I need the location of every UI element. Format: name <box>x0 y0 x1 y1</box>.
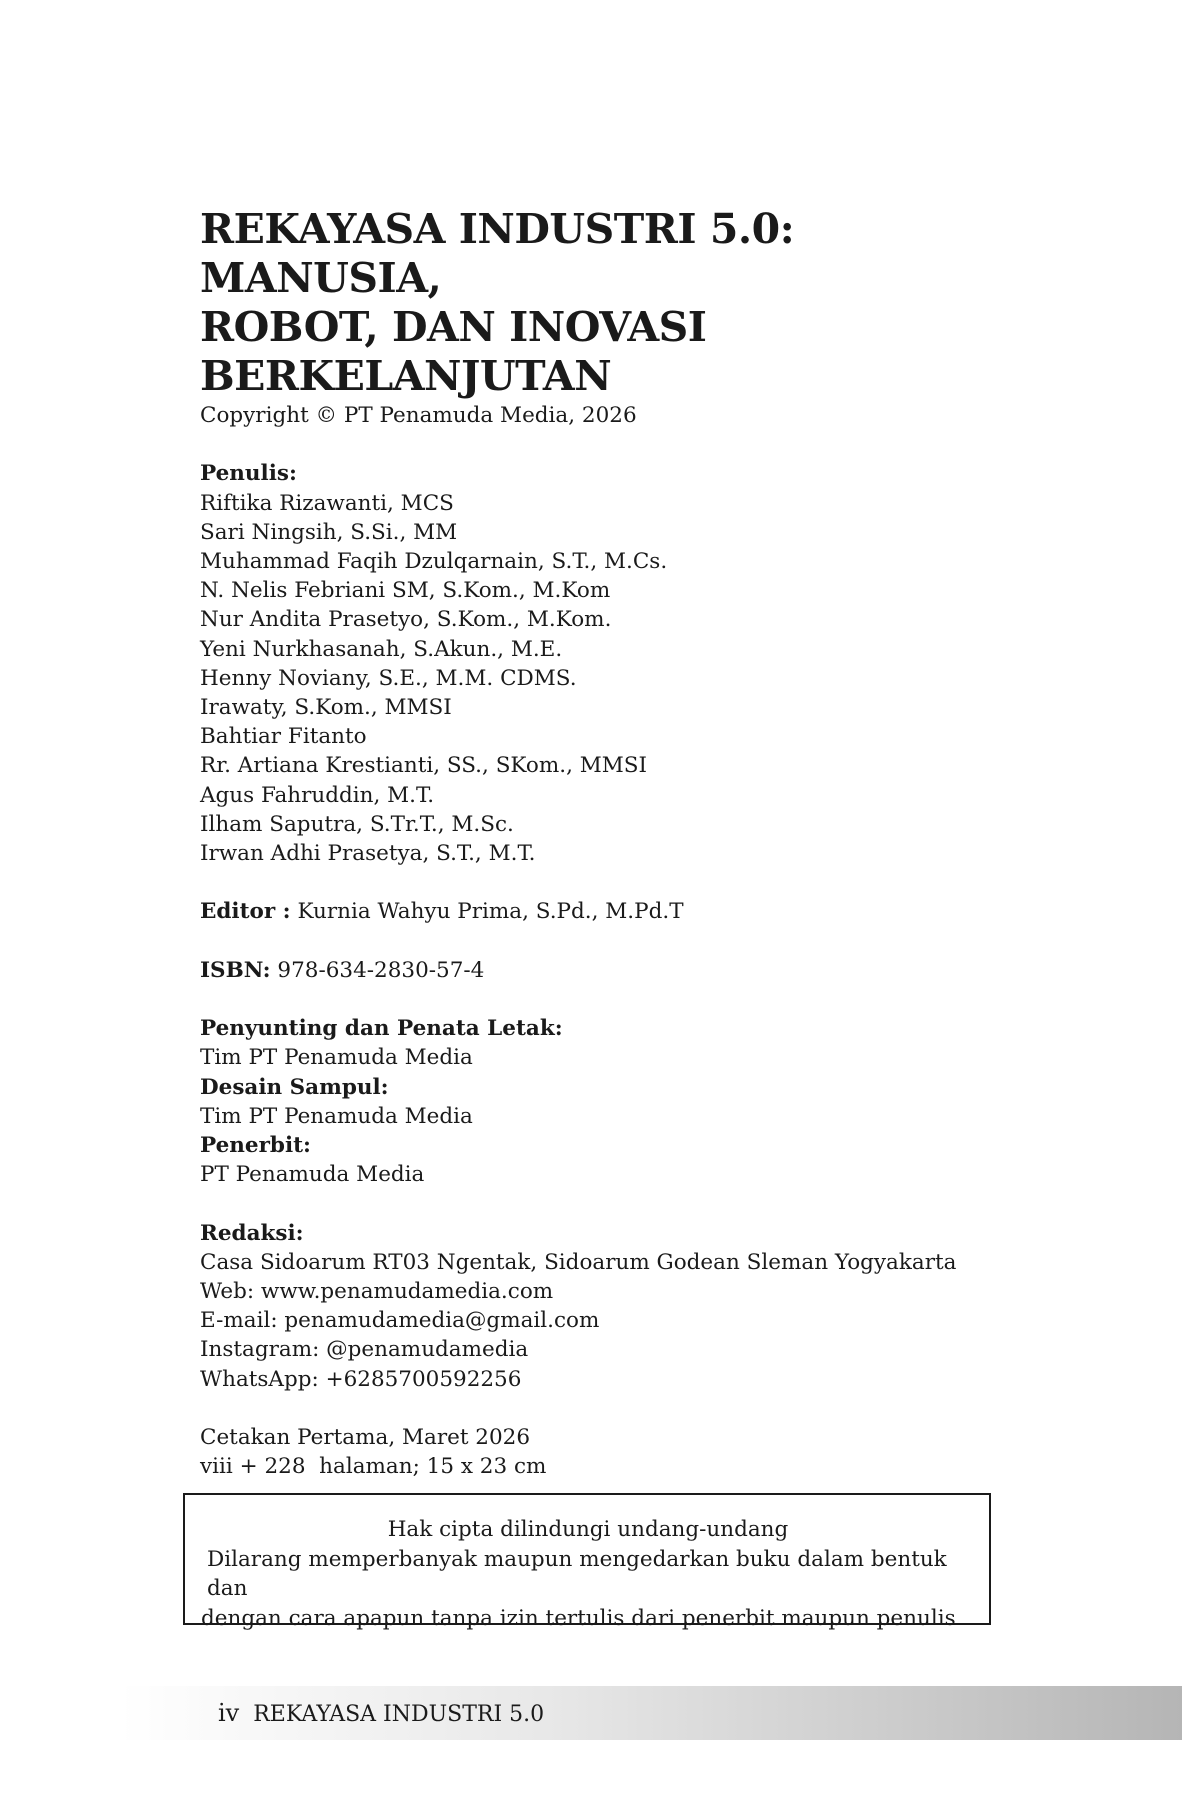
author-name: N. Nelis Febriani SM, S.Kom., M.Kom <box>200 578 611 604</box>
running-title: REKAYASA INDUSTRI 5.0 <box>253 1702 545 1727</box>
author-name: Nur Andita Prasetyo, S.Kom., M.Kom. <box>200 607 612 633</box>
editor-label: Editor : <box>200 899 291 925</box>
editor-name: Kurnia Wahyu Prima, S.Pd., M.Pd.T <box>290 899 684 925</box>
editor-line <box>200 897 1020 926</box>
book-title-line: BERKELANJUTAN <box>200 352 612 400</box>
author-name: Ilham Saputra, S.Tr.T., M.Sc. <box>200 811 514 837</box>
author-name: Bahtiar Fitanto <box>200 724 367 750</box>
author-name: Agus Fahruddin, M.T. <box>200 782 435 808</box>
publisher-label: Penerbit: <box>200 1133 311 1159</box>
copyright-notice: Copyright © PT Penamuda Media, 2026 <box>200 403 637 428</box>
author-name: Muhammad Faqih Dzulqarnain, S.T., M.Cs. <box>200 549 668 574</box>
author-name: Henny Noviany, S.E., M.M. CDMS. <box>200 665 577 691</box>
layout-credit-value: Tim PT Penamuda Media <box>200 1045 473 1071</box>
page-footer <box>218 1696 544 1732</box>
printing-edition: Cetakan Pertama, Maret 2026 <box>200 1425 531 1451</box>
publisher-value: PT Penamuda Media <box>200 1162 425 1188</box>
warning-line: dengan cara apapun tanpa izin tertulis dari penerbit maupun penulis <box>201 1605 956 1631</box>
author-name: Irawaty, S.Kom., MMSI <box>200 695 452 721</box>
author-name: Rr. Artiana Krestianti, SS., SKom., MMSI <box>200 753 647 779</box>
copyright-page-content <box>200 205 1020 1481</box>
cover-design-label: Desain Sampul: <box>200 1074 389 1100</box>
book-title-line: REKAYASA INDUSTRI 5.0: MANUSIA, <box>200 205 795 302</box>
layout-credit-label: Penyunting dan Penata Letak: <box>200 1016 563 1042</box>
book-title <box>200 205 1020 401</box>
author-name: Sari Ningsih, S.Si., MM <box>200 519 458 545</box>
author-list <box>200 489 1020 869</box>
redaksi-address: Casa Sidoarum RT03 Ngentak, Sidoarum Godean Sleman Yogyakarta <box>200 1249 957 1275</box>
warning-line: Hak cipta dilindungi undang-undang <box>387 1517 789 1542</box>
warning-line: Dilarang memperbanyak maupun mengedarkan buku dalam bentuk dan <box>207 1546 947 1601</box>
page-number: iv <box>218 1699 240 1727</box>
redaksi-label: Redaksi: <box>200 1220 304 1246</box>
isbn-label: ISBN: <box>200 957 271 983</box>
author-name: Irwan Adhi Prasetya, S.T., M.T. <box>200 841 536 867</box>
author-name: Yeni Nurkhasanah, S.Akun., M.E. <box>200 636 563 662</box>
printing-pages: viii + 228 halaman; 15 x 23 cm <box>200 1454 547 1480</box>
redaksi-whatsapp: WhatsApp: +6285700592256 <box>200 1366 522 1392</box>
redaksi-web: Web: www.penamudamedia.com <box>200 1279 554 1305</box>
isbn-line <box>200 956 1020 985</box>
isbn-value: 978-634-2830-57-4 <box>270 957 485 983</box>
authors-label: Penulis: <box>200 461 297 487</box>
redaksi-instagram: Instagram: @penamudamedia <box>200 1337 529 1363</box>
author-name: Riftika Rizawanti, MCS <box>200 490 454 516</box>
book-title-line: ROBOT, DAN INOVASI <box>200 303 707 351</box>
copyright-warning-box <box>183 1493 991 1631</box>
cover-design-value: Tim PT Penamuda Media <box>200 1103 473 1129</box>
redaksi-email: E-mail: penamudamedia@gmail.com <box>200 1308 600 1334</box>
